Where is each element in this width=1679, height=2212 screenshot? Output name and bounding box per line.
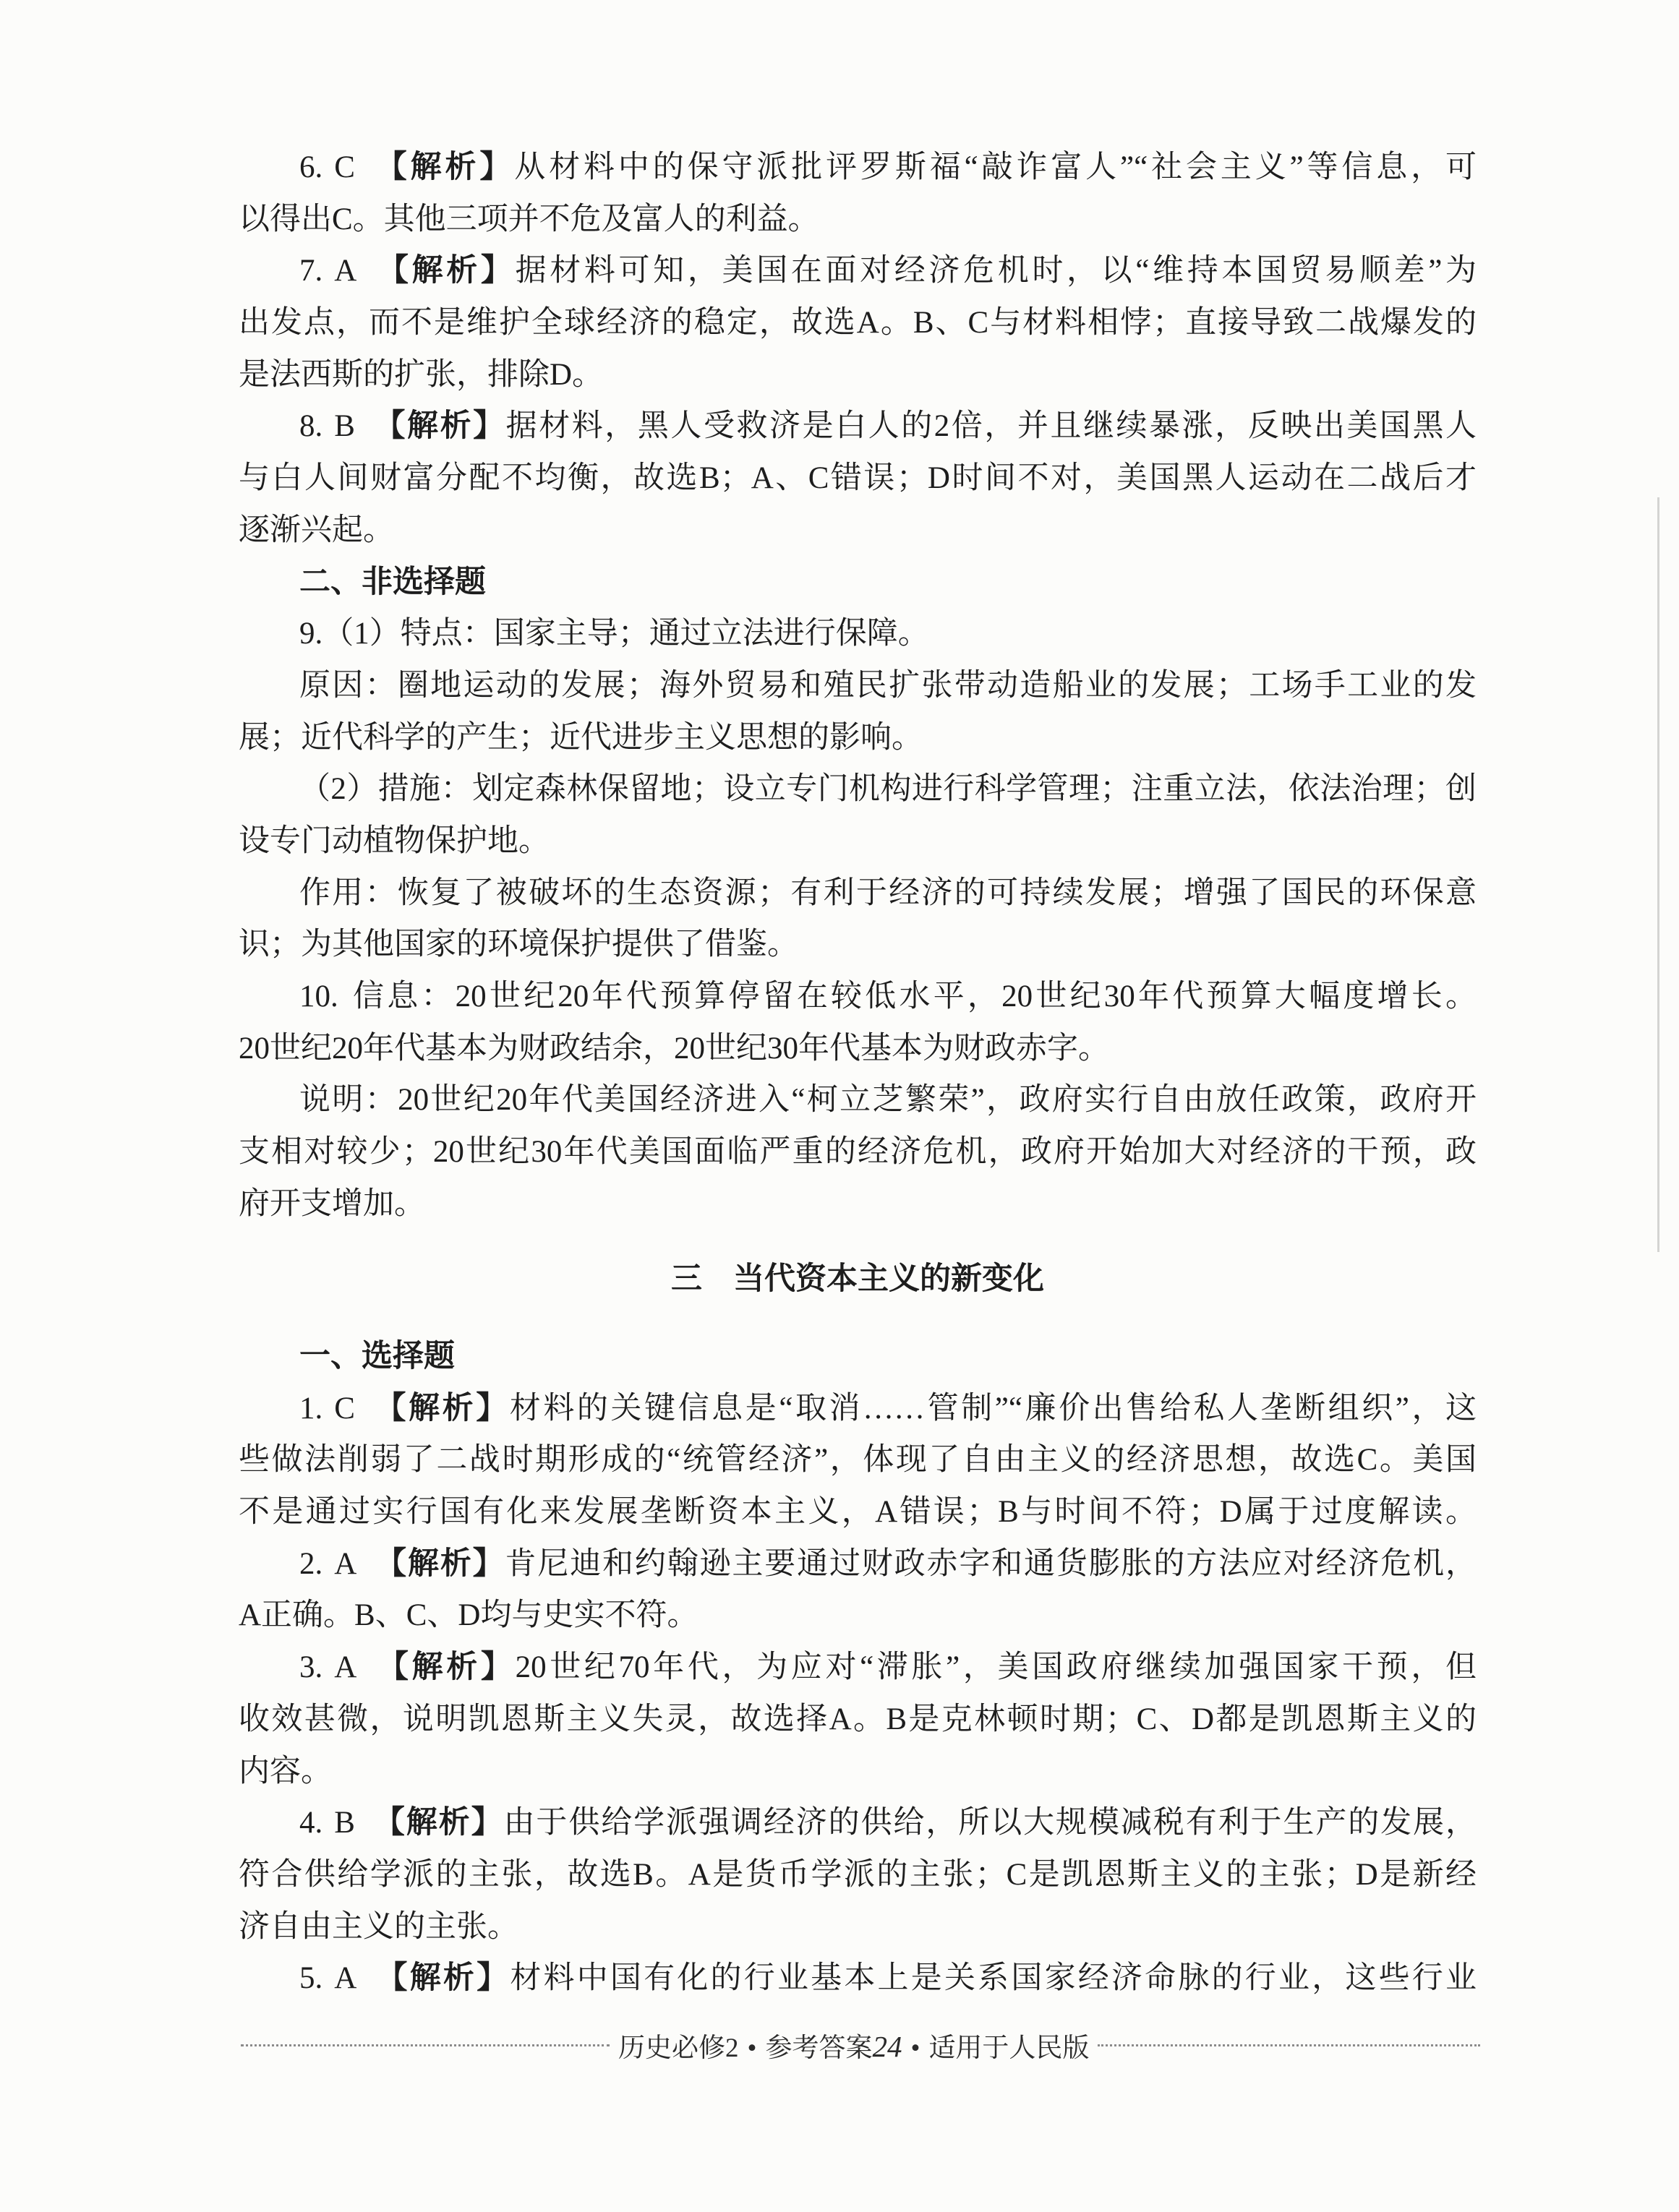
s3-answer-3-line-2: 收效甚微，说明凯恩斯主义失灵，故选择A。B是克林顿时期；C、D都是凯恩斯主义的 [239, 1702, 1477, 1736]
analysis-tag: 【解析】 [372, 149, 515, 185]
answer-10-info-line-2: 20世纪20年代基本为财政结余，20世纪30年代基本为财政赤字。 [239, 1031, 1109, 1066]
answer-8-line-3: 逐渐兴起。 [239, 513, 394, 547]
footer-dotted-rule-left [241, 2044, 610, 2046]
s3-answer-item-5 [239, 1952, 1477, 2005]
s3-answer-1-line-2: 些做法削弱了二战时期形成的“统管经济”，体现了自由主义的经济思想，故选C。美国 [239, 1443, 1477, 1478]
s3-answer-1-line-3: 不是通过实行国有化来发展垄断资本主义，A错误；B与时间不符；D属于过度解读。 [239, 1495, 1477, 1530]
footer-separator: • [910, 2033, 920, 2063]
answer-letter: A [334, 1961, 357, 1996]
question-number: 6. [299, 150, 323, 184]
answer-7-line-1 [239, 245, 1477, 297]
analysis-text: 20世纪70年代，为应对“滞胀”，美国政府继续加强国家干预，但 [515, 1650, 1477, 1685]
answer-6-line-2: 以得出C。其他三项并不危及富人的利益。 [239, 202, 819, 236]
answer-item-8 [239, 400, 1477, 556]
question-number: 7. [299, 254, 323, 288]
question-number: 8. [299, 409, 323, 444]
analysis-text: 从材料中的保守派批评罗斯福“敲诈富人”“社会主义”等信息，可 [514, 150, 1477, 184]
answer-9-measures-line-2: 设专门动植物保护地。 [239, 823, 550, 858]
answer-letter: C [334, 1391, 355, 1426]
answer-8-line-1 [239, 400, 1477, 453]
s3-answer-4-line-3: 济自由主义的主张。 [239, 1909, 518, 1944]
answer-9-measures-line-1: （2）措施：划定森林保留地；设立专门机构进行科学管理；注重立法，依法治理；创 [299, 772, 1477, 807]
s3-answer-2-line-2: A正确。B、C、D均与史实不符。 [239, 1598, 698, 1633]
s3-answer-item-3 [239, 1642, 1477, 1797]
answer-letter: A [334, 254, 357, 288]
question-number: 10. [299, 979, 338, 1013]
footer-answer-label: 参考答案 [765, 2033, 873, 2063]
footer-text [610, 2025, 1098, 2065]
answer-letter: B [334, 409, 355, 444]
answer-letter: B [334, 1806, 355, 1840]
question-number: 4. [299, 1806, 323, 1840]
footer-dotted-rule-right [1098, 2044, 1480, 2046]
analysis-text: 由于供给学派强调经济的供给，所以大规模减税有利于生产的发展， [503, 1806, 1477, 1840]
analysis-tag: 【解析】 [374, 1649, 516, 1686]
question-number: 3. [299, 1650, 323, 1685]
analysis-tag: 【解析】 [372, 1389, 510, 1426]
s3-answer-item-2 [239, 1538, 1477, 1642]
answer-10-info-line-1 [239, 971, 1477, 1023]
question-number: 1. [299, 1391, 323, 1426]
analysis-text: 肯尼迪和约翰逊主要通过财政赤字和通货膨胀的方法应对经济危机， [505, 1546, 1477, 1581]
analysis-tag: 【解析】 [372, 408, 506, 445]
analysis-tag: 【解析】 [374, 252, 516, 289]
footer-page-number: 24 [872, 2030, 902, 2063]
non-choice-heading: 二、非选择题 [299, 563, 486, 600]
answer-9-reasons-line-2: 展；近代科学的产生；近代进步主义思想的影响。 [239, 720, 923, 755]
question-number: 9. [299, 617, 323, 651]
answer-9-reasons-line-1: 原因：圈地运动的发展；海外贸易和殖民扩张带动造船业的发展；工场手工业的发 [299, 668, 1477, 703]
answer-10-explanation-line-2: 支相对较少；20世纪30年代美国面临严重的经济危机，政府开始加大对经济的干预，政 [239, 1135, 1477, 1170]
answer-letter: A [334, 1546, 357, 1581]
s3-answer-4-line-1 [239, 1797, 1477, 1849]
page-footer [241, 2023, 1480, 2067]
analysis-text: 材料中国有化的行业基本上是关系国家经济命脉的行业，这些行业 [510, 1961, 1477, 1996]
s3-answer-2-line-1 [239, 1538, 1477, 1590]
answer-8-line-2: 与白人间财富分配不均衡，故选B；A、C错误；D时间不对，美国黑人运动在二战后才 [239, 461, 1477, 496]
info-text: 信息：20世纪20年代预算停留在较低水平，20世纪30年代预算大幅度增长。 [349, 979, 1477, 1013]
question-number: 5. [299, 1961, 323, 1996]
s3-answer-3-line-3: 内容。 [239, 1754, 332, 1788]
s3-answer-1-line-1 [239, 1383, 1477, 1435]
question-number: 2. [299, 1546, 323, 1581]
footer-separator: • [747, 2033, 757, 2063]
analysis-text: 据材料，黑人受救济是白人的2倍，并且继续暴涨，反映出美国黑人 [505, 409, 1477, 444]
answer-item-7 [239, 245, 1477, 400]
scan-edge-shadow [1657, 497, 1659, 1252]
s3-answer-3-line-1 [239, 1642, 1477, 1694]
footer-edition: 适用于人民版 [928, 2033, 1090, 2063]
answer-item-10 [239, 971, 1477, 1230]
answer-7-line-2: 出发点，而不是维护全球经济的稳定，故选A。B、C与材料相悖；直接导致二战爆发的 [239, 306, 1477, 340]
answer-10-explanation-line-3: 府开支增加。 [239, 1186, 425, 1221]
answer-9-features [239, 608, 1477, 660]
section-three-answers [239, 1331, 1477, 2005]
features-text: （1）特点：国家主导；通过立法进行保障。 [322, 617, 929, 651]
answer-letter: C [334, 150, 355, 184]
answer-9-effects-line-2: 识；为其他国家的环境保护提供了借鉴。 [239, 927, 798, 962]
analysis-text: 材料的关键信息是“取消……管制”“廉价出售给私人垄断组织”，这 [509, 1391, 1477, 1426]
previous-section-answers [239, 142, 1477, 1230]
analysis-tag: 【解析】 [374, 1960, 510, 1997]
analysis-tag: 【解析】 [372, 1804, 504, 1841]
analysis-text: 据材料可知，美国在面对经济危机时，以“维持本国贸易顺差”为 [515, 254, 1477, 288]
s3-answer-5-line-1 [239, 1952, 1477, 2005]
choice-heading: 一、选择题 [299, 1338, 455, 1374]
analysis-tag: 【解析】 [374, 1545, 505, 1582]
answer-6-line-1 [239, 142, 1477, 194]
answer-7-line-3: 是法西斯的扩张，排除D。 [239, 357, 604, 392]
answer-item-6 [239, 142, 1477, 245]
footer-subject: 历史必修2 [618, 2033, 739, 2063]
s3-answer-item-4 [239, 1797, 1477, 1952]
answer-item-9 [239, 608, 1477, 971]
answer-letter: A [334, 1650, 357, 1685]
answer-9-effects-line-1: 作用：恢复了被破坏的生态资源；有利于经济的可持续发展；增强了国民的环保意 [299, 875, 1477, 910]
s3-answer-4-line-2: 符合供给学派的主张，故选B。A是货币学派的主张；C是凯恩斯主义的主张；D是新经 [239, 1857, 1477, 1892]
section-title: 三 当代资本主义的新变化 [671, 1261, 1044, 1297]
answer-10-explanation-line-1: 说明：20世纪20年代美国经济进入“柯立芝繁荣”，政府实行自由放任政策，政府开 [299, 1083, 1477, 1118]
s3-answer-item-1 [239, 1383, 1477, 1538]
